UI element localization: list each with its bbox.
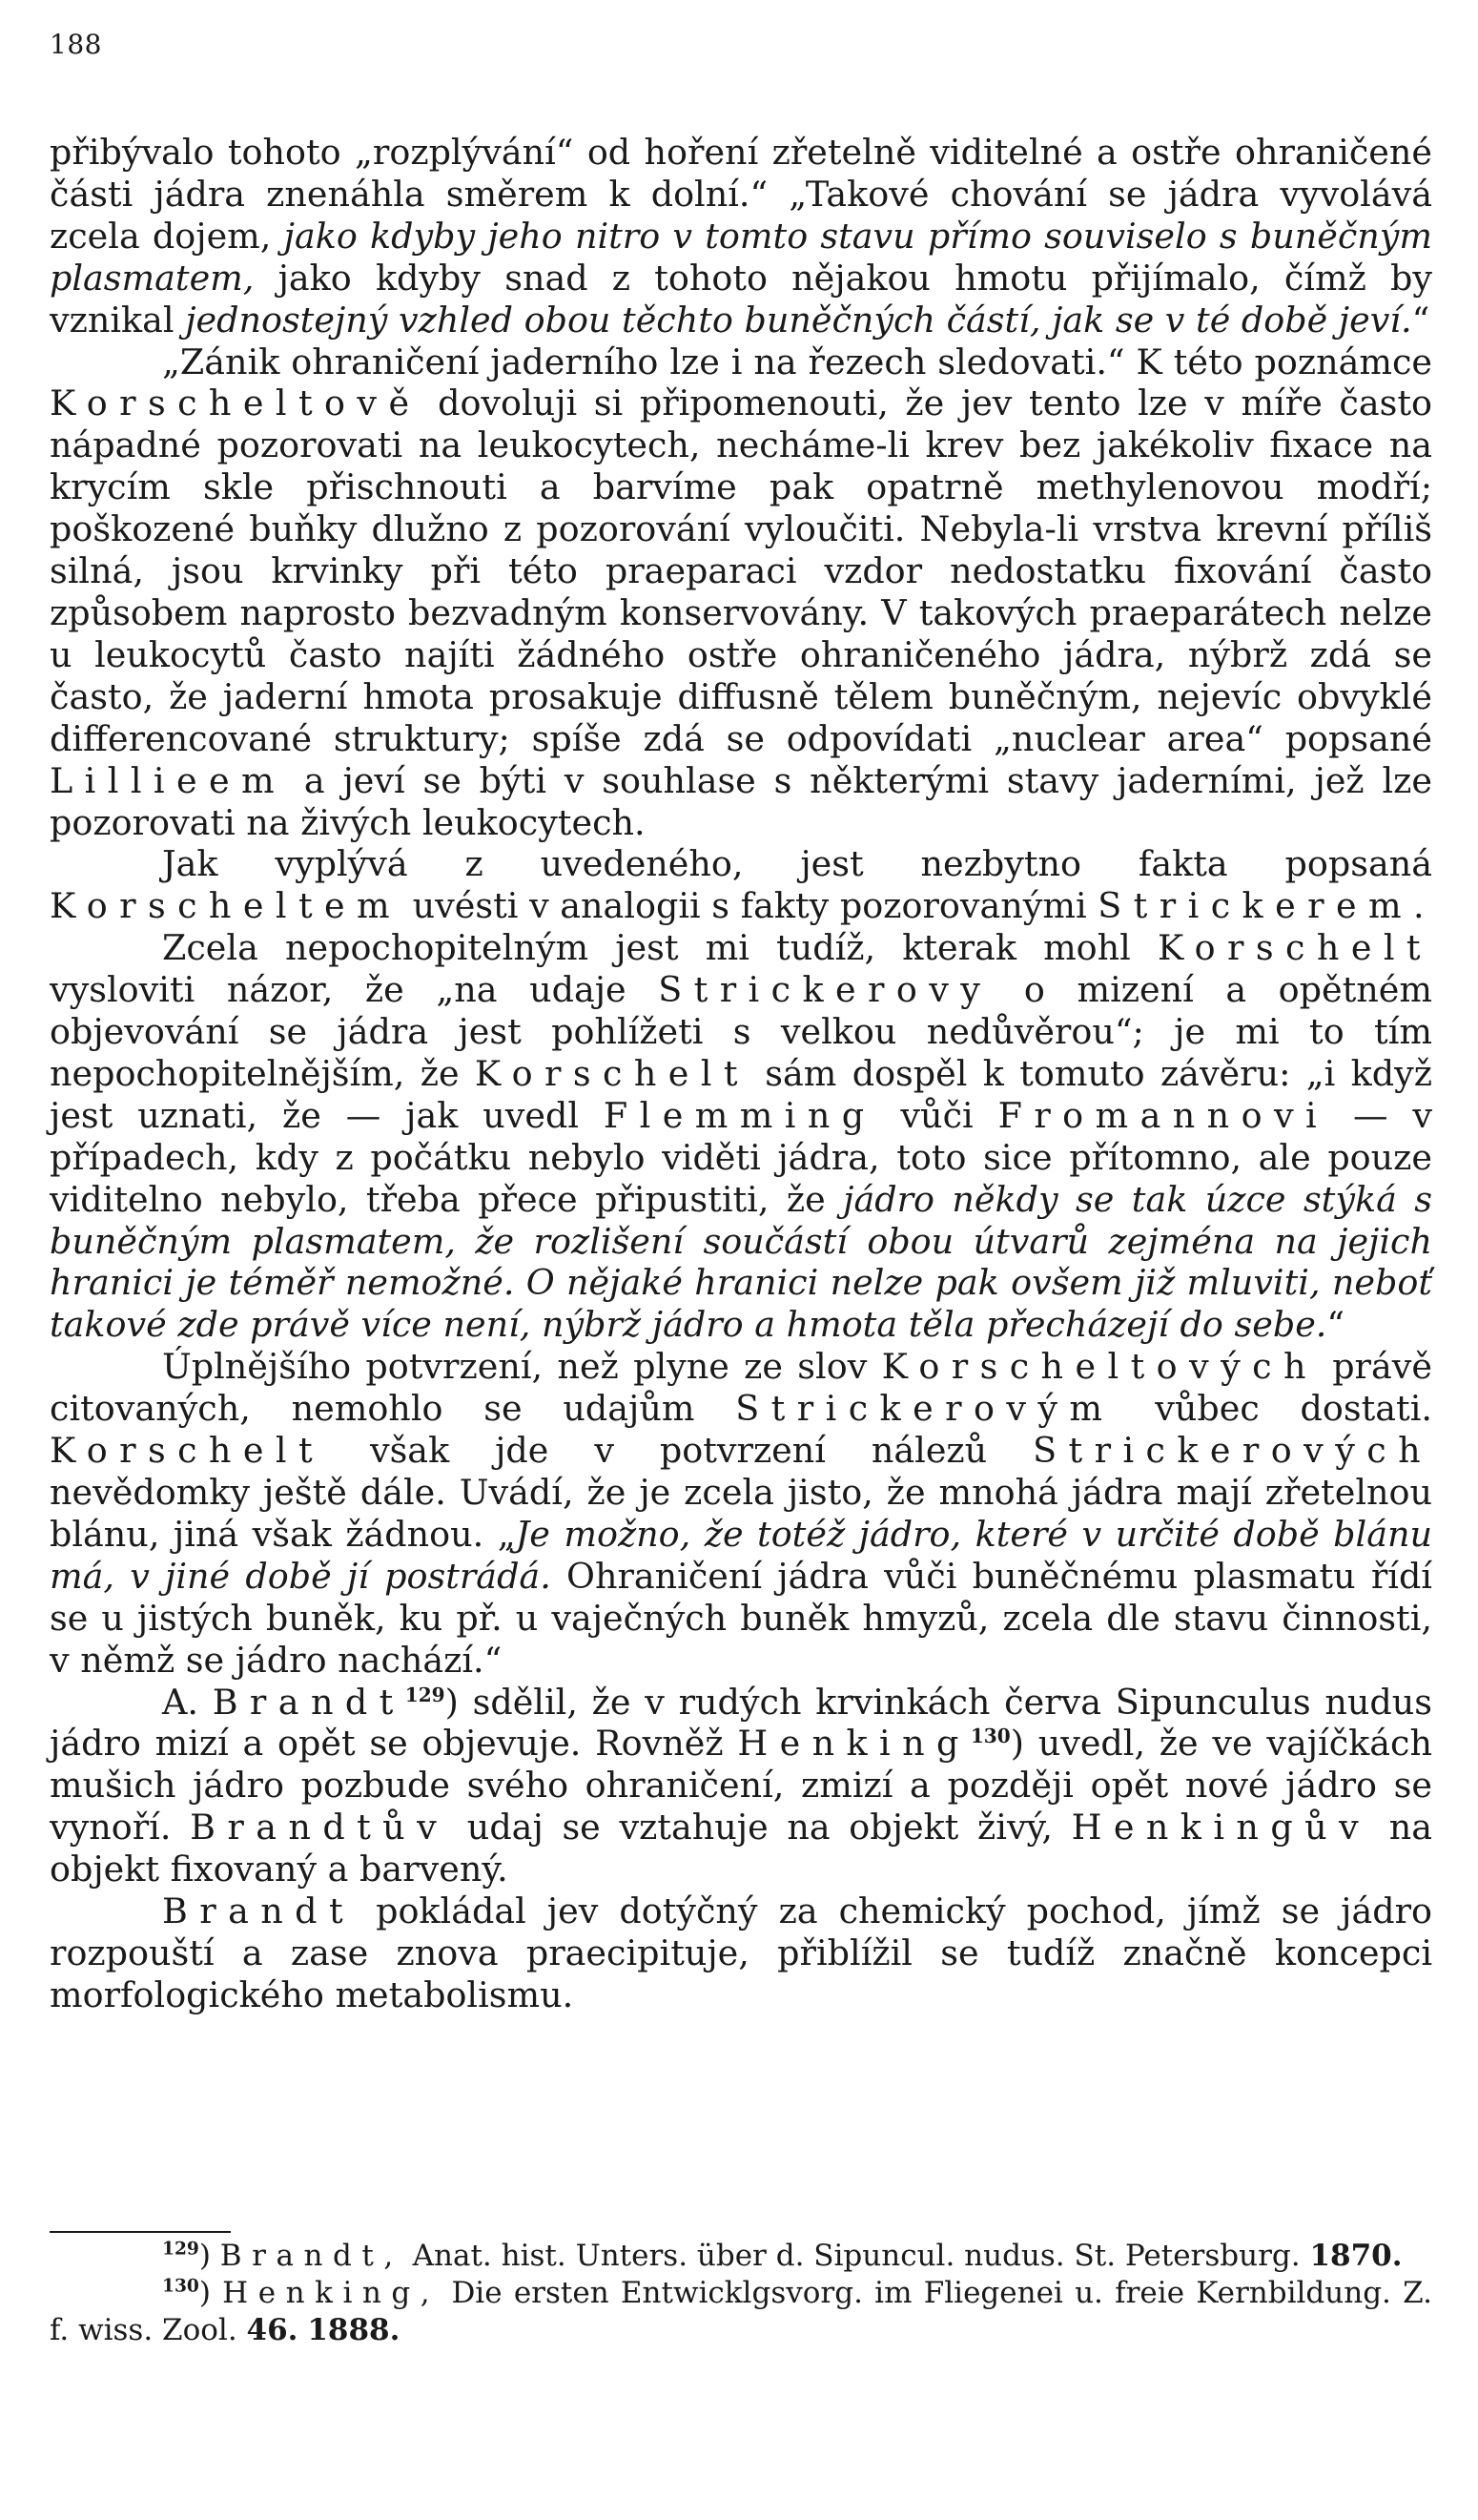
text-run: vysloviti názor, že „na udaje	[50, 969, 659, 1011]
spaced-name: Strickerem	[1098, 885, 1413, 927]
footnote-ref: 129	[404, 1683, 445, 1706]
emphasized-text: jednostejný vzhled obou těchto buněčných částí, jak se v té době jeví.	[185, 299, 1412, 341]
spaced-name: Flemming	[603, 1094, 876, 1136]
text-run: ) uvedl, že ve vajíčkách mušich jádro pozbude svého ohraničení, zmizí a později opět nové jádro se vynoří.	[50, 1723, 1433, 1849]
text-run	[298, 2313, 307, 2347]
spaced-name: Henking	[737, 1723, 971, 1765]
text-run: “	[1411, 299, 1430, 341]
paragraph	[50, 1346, 1432, 1681]
spaced-name: Brandt	[212, 1681, 405, 1723]
text-run: nevědomky ještě dále. Uvádí, že je zcela jisto, že mnohá jádra mají zřetelnou blánu, jiná však žádnou. „	[50, 1472, 1432, 1555]
text-run: na objekt fixovaný a barvený.	[50, 1807, 1432, 1890]
paragraph	[50, 1682, 1432, 1891]
paragraph	[50, 1890, 1432, 2016]
text-run: )	[198, 2239, 220, 2273]
spaced-name: Korscheltem	[50, 885, 402, 927]
text-run: právě citovaných, nemohlo se udajům	[50, 1346, 1432, 1430]
spaced-name: Korschelt	[1157, 927, 1432, 969]
spaced-name: Korscheltových	[881, 1346, 1318, 1388]
text-run: Anat. hist. Unters. über d. Sipuncul. nudus. St. Petersburg.	[402, 2239, 1310, 2273]
paragraph	[50, 927, 1432, 1346]
footnote-year: 1870.	[1309, 2239, 1403, 2273]
text-run: Ohraničení jádra vůči buněčnému plasmatu řídí se u jistých buněk, ku př. u vaječných buněk hmyzů, zcela dle stavu činnosti, v němž se jádro nachází.“	[50, 1555, 1432, 1681]
text-run: “	[1326, 1304, 1345, 1346]
footnote	[50, 2275, 1432, 2349]
text-run: o mizení a opětném objevování se jádra jest pohlížeti s velkou nedůvěrou“; je mi to tím nepochopitelnějším, že	[50, 969, 1432, 1094]
paragraph	[50, 341, 1432, 844]
footnotes	[50, 2238, 1432, 2349]
text-run: vůči	[875, 1094, 998, 1136]
spaced-name: Strickerovým	[735, 1388, 1115, 1430]
spaced-name: Fromannovi	[997, 1094, 1329, 1136]
footnote-mark: 129	[162, 2239, 199, 2260]
page-number: 188	[50, 29, 102, 60]
footnote	[50, 2238, 1432, 2275]
text-run: pokládal jev dotýčný za chemický pochod, jímž se jádro rozpouští a zase znova praecipituje, přiblížil se tudíž značně koncepci morfologického metabolismu.	[50, 1890, 1432, 2015]
text-run: Úplnějšího potvrzení, než plyne ze slov	[162, 1346, 882, 1388]
text-run: ) sdělil, že v rudých krvinkách červa Sipunculus nudus jádro mizí a opět se objevuje. Rovněž	[50, 1681, 1432, 1765]
spaced-name: Strickerových	[1033, 1430, 1432, 1472]
footnote-rule	[50, 2231, 231, 2233]
text-run: jako kdyby snad z tohoto nějakou hmotu přijímalo, čímž by vznikal	[50, 257, 1432, 341]
text-run: však jde v potvrzení nálezů	[324, 1430, 1034, 1472]
spaced-name: Korscheltově	[50, 382, 421, 424]
text-run: udaj se vztahuje na objekt živý,	[448, 1807, 1072, 1849]
footnote-ref: 130	[970, 1725, 1011, 1748]
spaced-name: Henkingův	[1071, 1807, 1371, 1849]
spaced-name: Lillieem	[50, 759, 287, 801]
text-run: uvésti v analogii s fakty pozorovanými	[401, 885, 1098, 927]
emphasized-text: Je možno, že totéž jádro, které v určité době blánu má, v jiné době jí postrádá.	[50, 1513, 1432, 1597]
text-run: přibývalo tohoto „rozplývání“ od hoření zřetelně viditelné a ostře ohraničené části jádra znenáhla směrem k dolní.“ „Takové chování se jádra vyvolává zcela dojem,	[50, 132, 1432, 257]
emphasized-text: jako kdyby jeho nitro v tomto stavu přímo souviselo s buněčným plasmatem,	[50, 215, 1432, 299]
text-run: dovoluji si připomenouti, že jev tento lze v míře často nápadné pozorovati na leukocytech, necháme-li krev bez jakékoliv fixace na krycím skle přischnouti a barvíme pak opatrně methylenovou modří; poškozené buňky dlužno z pozorování vyloučiti. Nebyla-li vrstva krevní příliš silná, jsou krvinky při této praeparaci vzdor nedostatku fixování často způsobem naprosto bezvadným konservovány. V takových praeparátech nelze u leukocytů často najíti žádného ostře ohraničeného jádra, nýbrž zdá se často, že jaderní hmota prosakuje diffusně tělem buněčným, nejevíc obvyklé differencované struktury; spíše zdá se odpovídati „nuclear area“ popsané	[50, 382, 1432, 759]
text-run: Zcela nepochopitelným jest mi tudíž, kterak mohl	[162, 927, 1158, 969]
text-run: a jeví se býti v souhlase s některými stavy jaderními, jež lze pozorovati na živých leukocytech.	[50, 759, 1432, 843]
paragraph	[50, 132, 1432, 341]
spaced-name: Korschelt	[50, 1430, 325, 1472]
footnote-volume: 46.	[246, 2313, 298, 2347]
spaced-name: Korschelt	[474, 1052, 749, 1094]
spaced-name: Brandt	[162, 1890, 356, 1932]
text-run: A.	[162, 1681, 213, 1723]
text-run: „Zánik ohraničení jaderního lze i na řezech sledovati.“ K této poznámce	[162, 341, 1432, 382]
footnote-year: 1888.	[307, 2313, 400, 2347]
text-run: sám dospěl k tomuto závěru: „i když jest uznati, že — jak uvedl	[50, 1052, 1432, 1136]
text-run: Die ersten Entwicklgsvorg. im Fliegenei u. freie Kernbildung. Z. f. wiss. Zool.	[50, 2276, 1432, 2347]
text-run: )	[198, 2276, 223, 2310]
spaced-name: Brandt,	[219, 2239, 403, 2273]
text-run: — v případech, kdy z počátku nebylo viděti jádra, toto sice přítomno, ale pouze viditelno nebylo, třeba přece připustiti, že	[50, 1094, 1432, 1220]
body-text	[50, 132, 1432, 2016]
text-run: .	[1412, 885, 1425, 927]
paragraph	[50, 843, 1432, 927]
footnote-mark: 130	[162, 2276, 199, 2297]
emphasized-text: jádro někdy se tak úzce stýká s buněčným plasmatem, že rozlišení součástí obou útvarů zejména na jejich hranici je téměř nemožné. O nějaké hranici nelze pak ovšem již mluviti, neboť takové zde právě více není, nýbrž jádro a hmota těla přecházejí do sebe.	[50, 1178, 1432, 1346]
spaced-name: Henking,	[222, 2276, 441, 2310]
text-run: Jak vyplývá z uvedeného, jest nezbytno fakta popsaná	[162, 843, 1432, 885]
spaced-name: Brandtův	[190, 1807, 449, 1849]
spaced-name: Strickerovy	[658, 969, 993, 1011]
text-run: vůbec dostati.	[1114, 1388, 1432, 1430]
